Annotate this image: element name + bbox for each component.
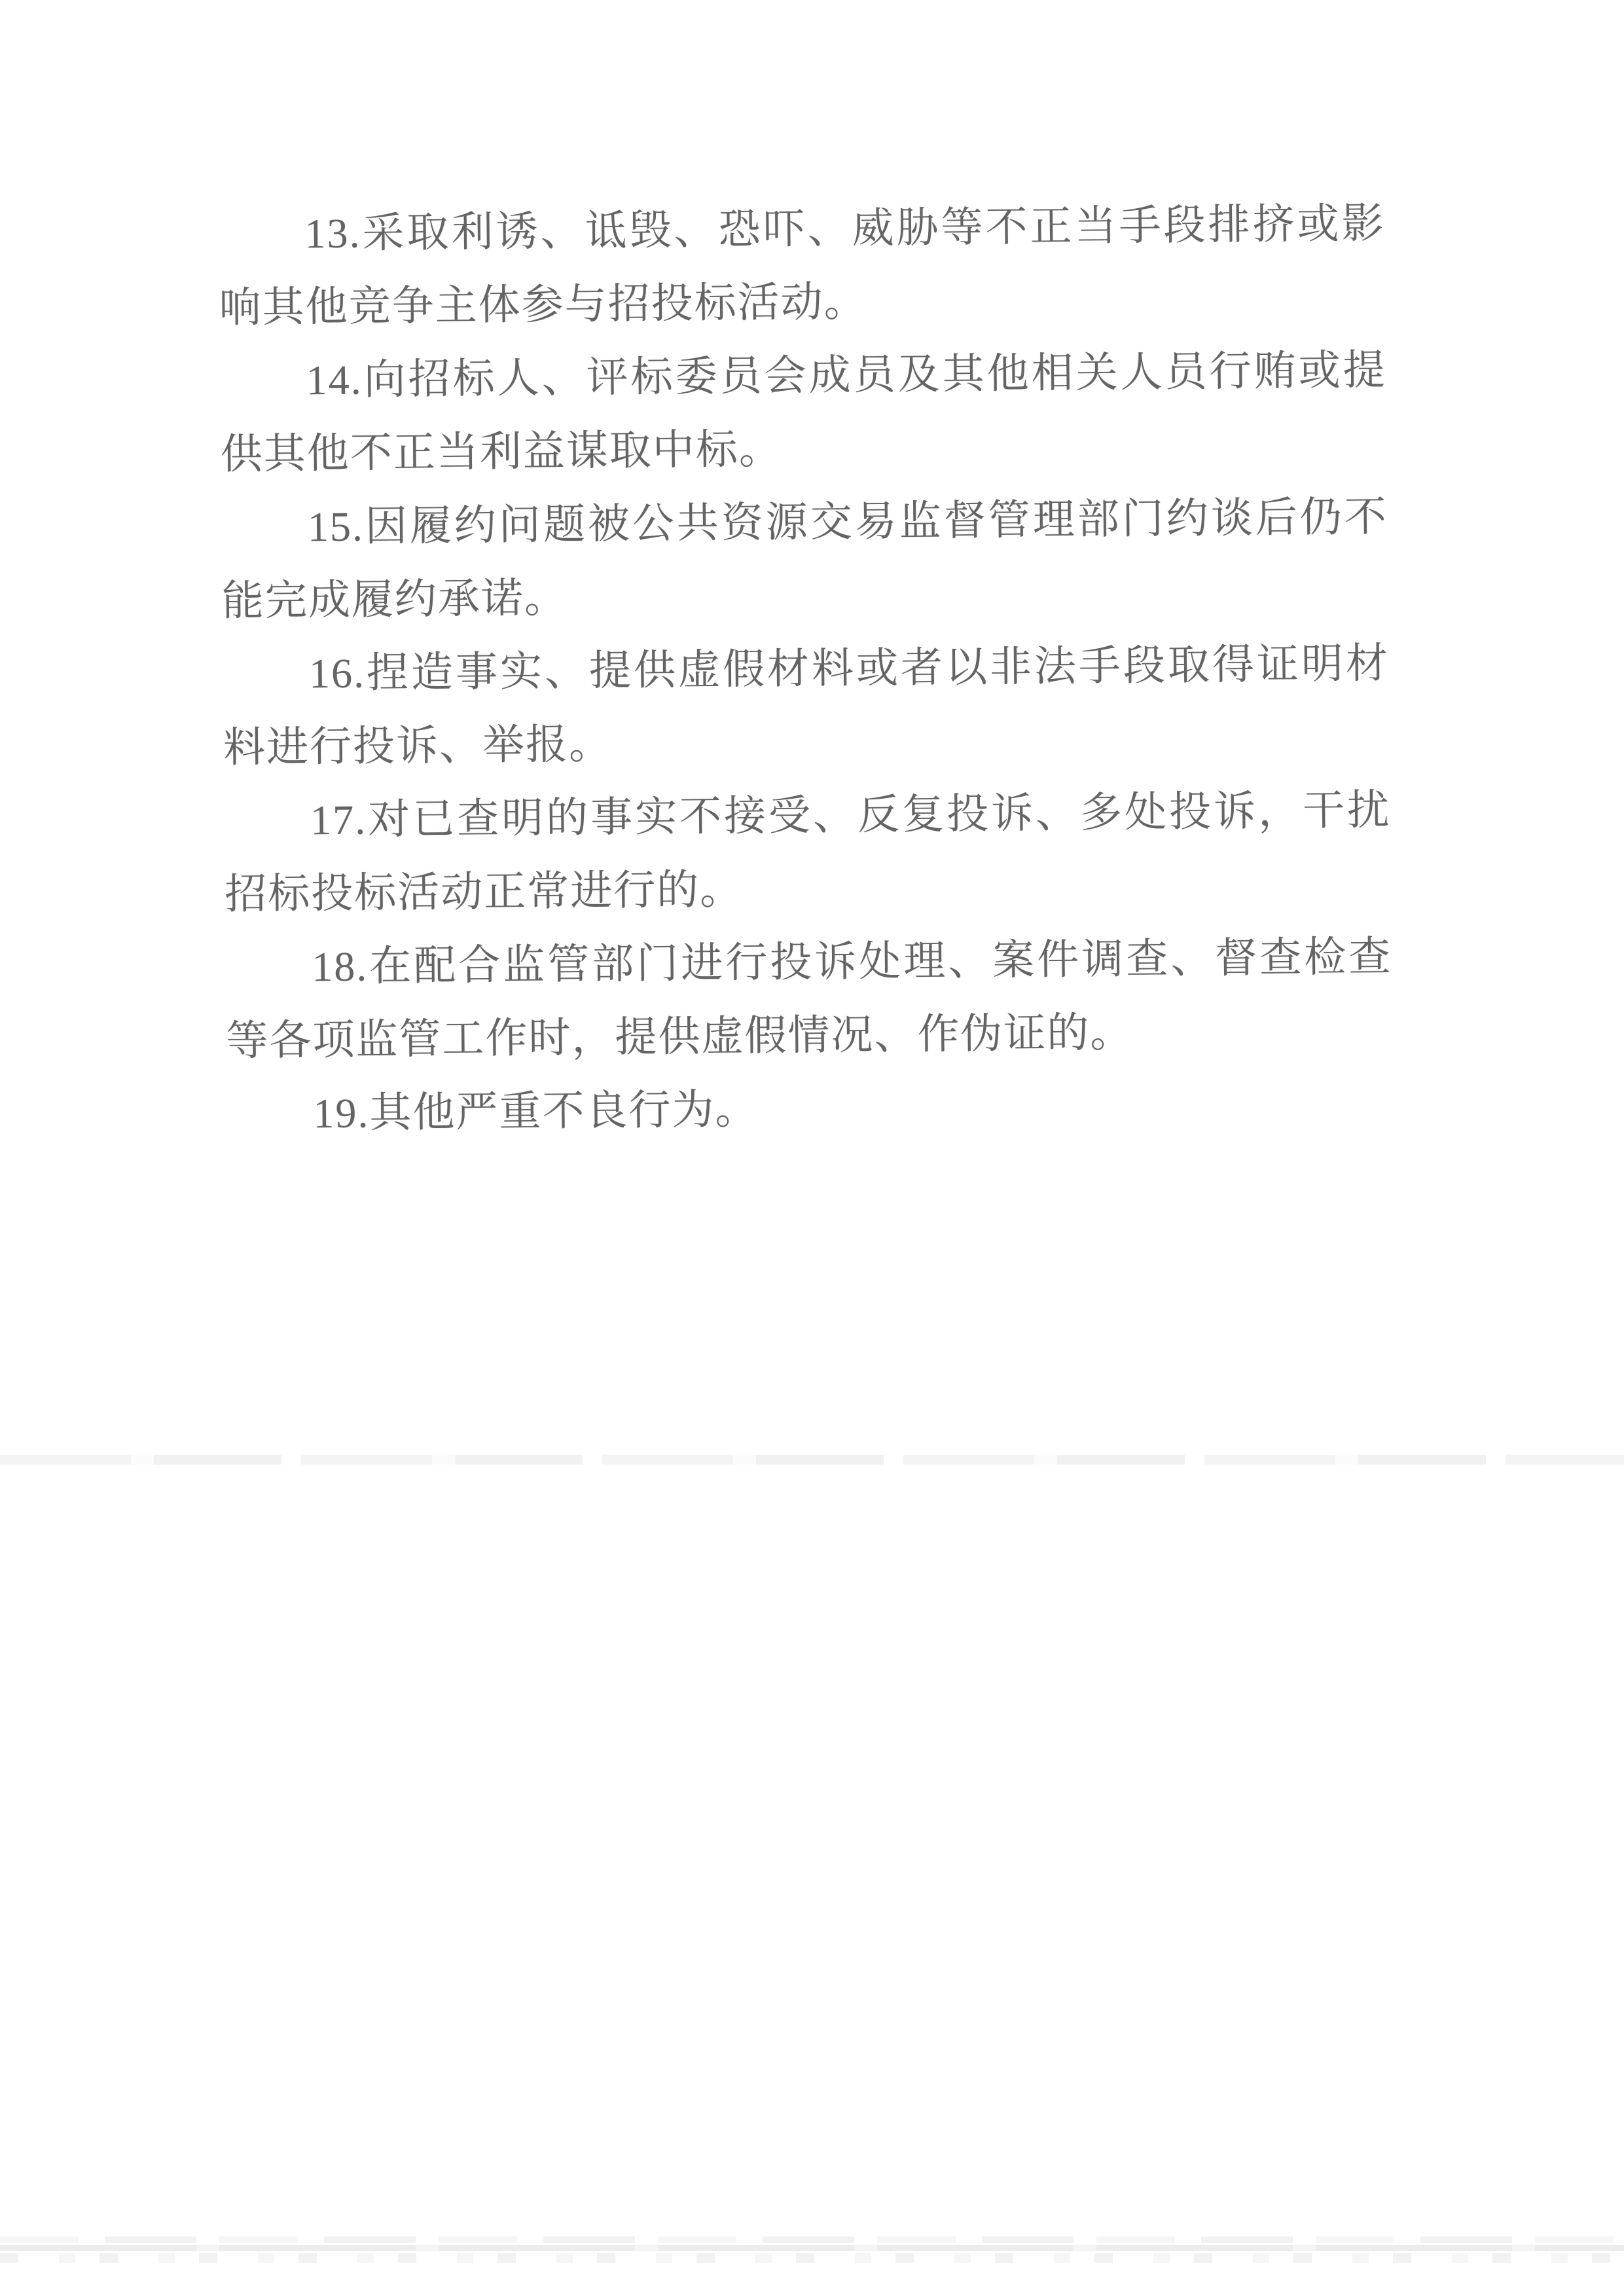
list-item-16: 16.捏造事实、提供虚假材料或者以非法手段取得证明材料进行投诉、举报。 [223,640,1390,771]
scan-artifact-band-bottom-lower-dashes [0,2253,1624,2263]
list-item-14: 14.向招标人、评标委员会成员及其他相关人员行贿或提供其他不正当利益谋取中标。 [220,346,1386,478]
list-item-13: 13.采取利诱、诋毁、恐吓、威胁等不正当手段排挤或影响其他竞争主体参与招投标活动。 [219,200,1385,331]
list-item-17: 17.对已查明的事实不接受、反复投诉、多处投诉，干扰招标投标活动正常进行的。 [224,786,1391,918]
list-item-19: 19.其他严重不良行为。 [313,1085,759,1137]
scan-artifact-band-bottom-upper-dashes [0,2236,1624,2243]
list-item-18: 18.在配合监管部门进行投诉处理、案件调查、督查检查等各项监管工作时，提供虚假情况、作伪证的。 [226,933,1392,1065]
scan-artifact-band-middle [0,1455,1624,1465]
list-item-15: 15.因履约问题被公共资源交易监督管理部门约谈后仍不能完成履约承诺。 [221,493,1388,625]
document-text-block [218,187,1394,1151]
scan-artifact-band-bottom-solid [0,2245,1624,2251]
